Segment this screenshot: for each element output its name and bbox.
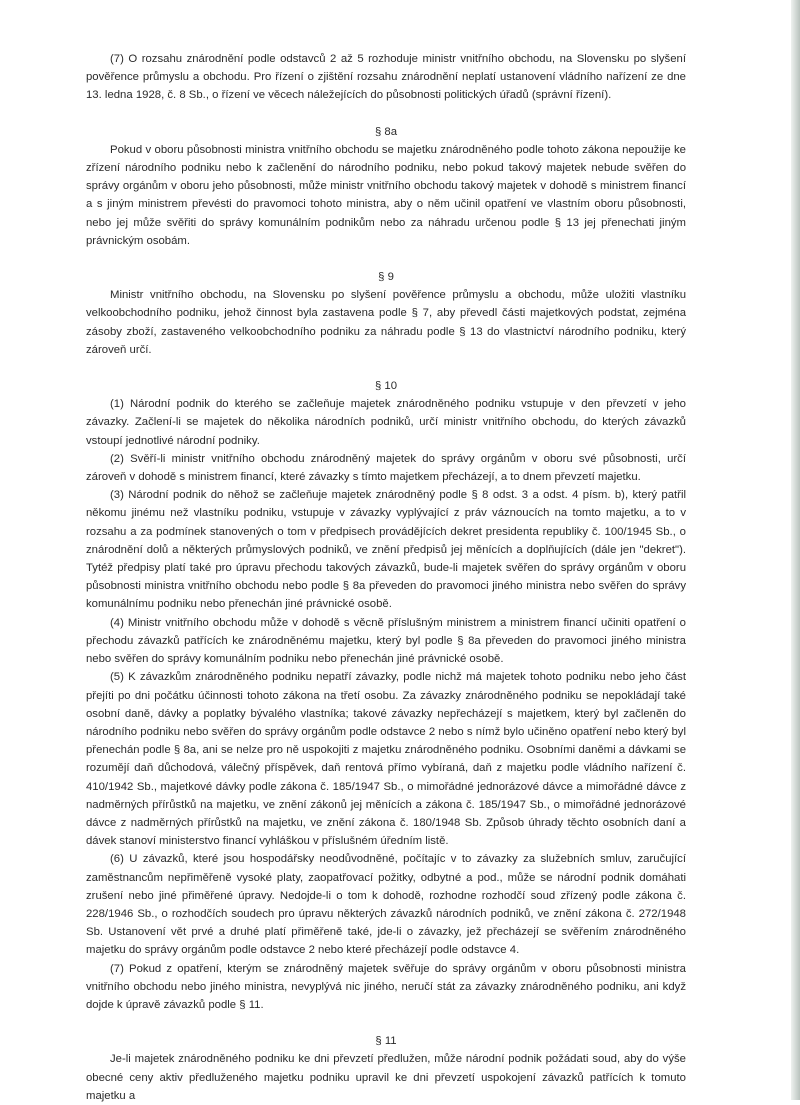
section-11-heading: § 11 [375, 1035, 397, 1048]
section-10-paragraph-6: (6) U závazků, které jsou hospodářsky neodůvodněné, počítajíc v to závazky za služebních smluv, zaručující zaměstnancům nepřiměřeně vysoké platy, zaopatřovací požitky, odbytné a pod., může se národní podnik domáhati zrušení nebo jiné přiměřené úpravy. Nedojde-li o tom k dohodě, rozhodne rozhodčí soud zřízený podle zákona č. 228/1946 Sb., o rozhodčích soudech pro úpravu některých závazků národních podniků, ve znění zákona č. 272/1948 Sb. Ustanovení vět prvé a druhé platí přiměřeně také, jde-li o závazky, jež přecházejí se svěřením znárodněného majetku do správy orgánům podle odstavce 2 nebo které přecházejí podle odstavce 4. [86, 853, 686, 957]
section-10-heading: § 10 [374, 380, 398, 393]
section-8a-text: Pokud v oboru působnosti ministra vnitřního obchodu se majetku znárodněného podle tohoto zákona nepoužije ke zřízení národního podniku nebo k začlenění do národního podniku, nebo pokud takový majetek nebude svěřen do správy orgánům v oboru jeho působnosti, může ministr vnitřního obchodu takový majetek v dohodě s ministrem financí a s jiným ministrem převésti do pravomoci tohoto ministra, aby o něm učinil opatření ve vlastním oboru působnosti, nebo jej může svěřiti do správy komunálním podnikům nebo za náhradu určenou podle § 13 jej přenechati jiným právnickým osobám. [86, 143, 686, 247]
section-10-paragraph-5: (5) K závazkům znárodněného podniku nepatří závazky, podle nichž má majetek tohoto podniku nebo jeho část přejíti po dni počátku účinnosti tohoto zákona na třetí osobu. Za závazky znárodněného podniku se nepokládají také osobní daně, dávky a poplatky bývalého vlastníka; takové závazky nepřecházejí s majetkem, který byl začleněn do národního podniku nebo svěřen do správy orgánům podle odstavce 2 nebo s nímž bylo učiněno opatření nebo který byl přenechán podle § 8a, ani se nelze pro ně uspokojiti z majetku znárodněného podniku. Osobními daněmi a dávkami se rozumějí daň důchodová, válečný příspěvek, daň rentová přímo vybíraná, daň z majetku podle vládního nařízení č. 410/1942 Sb., majetkové dávky podle zákona č. 185/1947 Sb., o mimořádné jednorázové dávce a mimořádné dávce z nadměrných přírůstků na majetku, ve znění zákonů jej měnících a zákona č. 185/1947 Sb., o mimořádné jednorázové dávce z nadměrných přírůstků na majetku, ve znění zákona č. 180/1948 Sb. Způsob úhrady těchto osobních daní a dávek stanoví ministerstvo financí vyhláškou v příslušném úředním listě. [86, 671, 686, 848]
section-9-text: Ministr vnitřního obchodu, na Slovensku po slyšení pověřence průmyslu a obchodu, může uložiti vlastníku velkoobchodního podniku, jehož činnost byla zastavena podle § 7, aby převedl části majetkových podstat, zejména zásoby zboží, zastaveného velkoobchodního podniku za náhradu podle § 13 do vlastnictví národního podniku, který zároveň určí. [86, 289, 686, 356]
section-10-paragraph-1: (1) Národní podnik do kterého se začleňuje majetek znárodněného podniku vstupuje v den převzetí v jeho závazky. Začlení-li se majetek do několika národních podniků, určí ministr vnitřního obchodu, do kterých závazků vstoupí jednotlivé národní podniky. [86, 398, 686, 447]
section-9-heading: § 9 [378, 271, 394, 284]
section-10-paragraph-3: (3) Národní podnik do něhož se začleňuje majetek znárodněný podle § 8 odst. 3 a odst. 4 písm. b), který patřil někomu jinému než vlastníku podniku, vstupuje v závazky vyplývající z práv váznoucích na tomto majetku, a to v rozsahu a za podmínek stanovených o tom v předpisech provádějících dekret presidenta republiky č. 100/1945 Sb., o znárodnění dolů a některých průmyslových podniků, ve znění předpisů jej měnících a doplňujících (dále jen "dekret"). Tytéž předpisy platí také pro úpravu přechodu takových závazků, bude-li majetek svěřen do správy orgánům v oboru působnosti ministra vnitřního obchodu nebo podle § 8a převeden do pravomoci jiného ministra nebo svěřen do správy komunálnímu podniku nebo přenechán jiné právnické osobě. [86, 489, 686, 611]
paragraph-7: (7) O rozsahu znárodnění podle odstavců 2 až 5 rozhoduje ministr vnitřního obchodu, na Slovensku po slyšení pověřence průmyslu a obchodu. Pro řízení o zjištění rozsahu znárodnění neplatí ustanovení vládního nařízení ze dne 13. ledna 1928, č. 8 Sb., o řízení ve věcech náležejících do působnosti politických úřadů (správní řízení). [86, 53, 686, 102]
section-10-paragraph-4: (4) Ministr vnitřního obchodu může v dohodě s věcně příslušným ministrem a ministrem financí učiniti opatření o přechodu závazků patřících ke znárodněnému majetku, který byl podle § 8a převeden do pravomoci jiného ministra nebo svěřen do správy komunálním podniku nebo přenechán jiné právnické osobě. [86, 616, 686, 666]
section-8a-heading: § 8a [374, 125, 398, 138]
section-10-paragraph-2: (2) Svěří-li ministr vnitřního obchodu znárodněný majetek do správy orgánům v oboru své působnosti, určí zároveň v dohodě s ministrem financí, které závazky s tímto majetkem přecházejí, a to dnem převzetí majetku. [86, 452, 686, 484]
scan-edge [791, 0, 800, 1100]
section-10-paragraph-7: (7) Pokud z opatření, kterým se znárodněný majetek svěřuje do správy orgánům v oboru působnosti ministra vnitřního obchodu nebo jiného ministra, nevyplývá nic jiného, neručí stát za závazky znárodněného podniku, ani když dojde k úpravě závazků podle § 11. [86, 962, 686, 1011]
section-11-text: Je-li majetek znárodněného podniku ke dni převzetí předlužen, může národní podnik požádati soud, aby do výše obecné ceny aktiv předluženého majetku podniku upravil ke dni převzetí uspokojení závazků patřících k tomuto majetku a [86, 1053, 686, 1102]
